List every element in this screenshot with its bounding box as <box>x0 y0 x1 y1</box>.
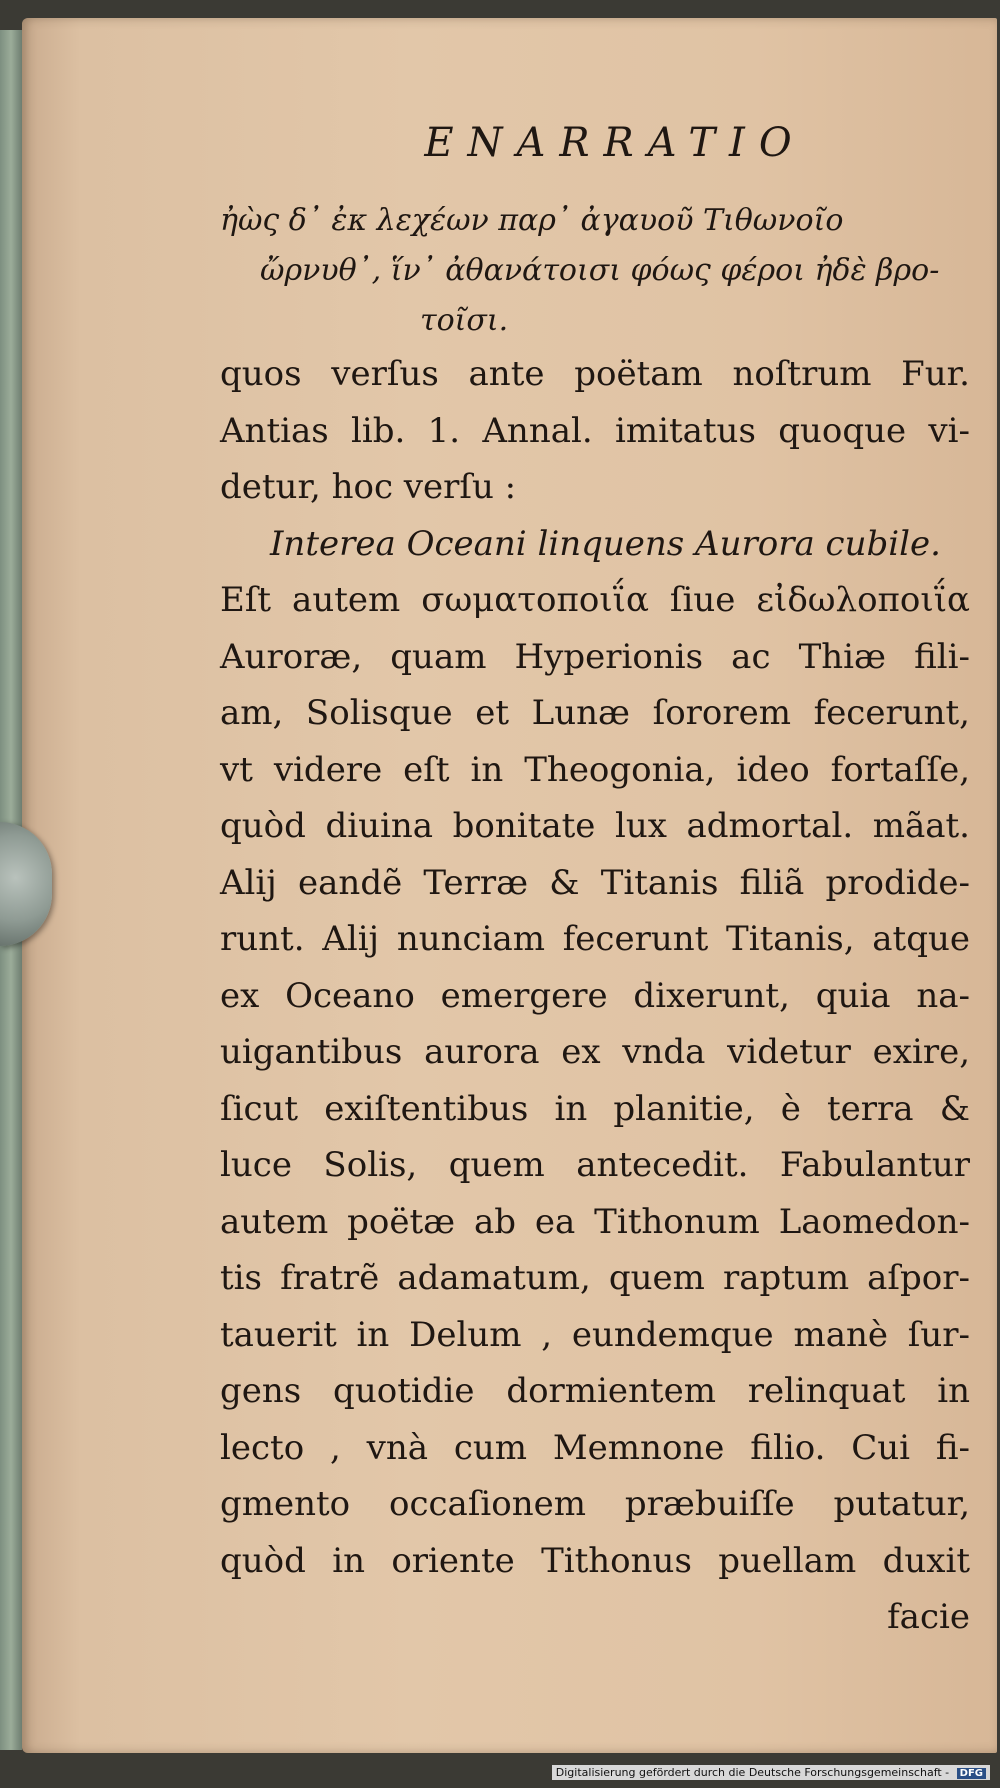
text-line: am, Solisque et Lunæ ſororem fecerunt, <box>220 693 970 733</box>
intro-lines <box>220 346 970 516</box>
credit-text: Digitalisierung gefördert durch die Deutsche Forschungsgemeinschaft - <box>555 1766 950 1779</box>
digitization-credit <box>552 1765 990 1780</box>
text-line: autem poëtæ ab ea Tithonum Laomedon- <box>220 1201 970 1242</box>
text-line: tauerit in Delum , eundemque manè ſur- <box>220 1314 970 1355</box>
page-text <box>220 120 970 1645</box>
text-line: gens quotidie dormientem relinquat in <box>220 1371 970 1411</box>
text-line: Auroræ, quam Hyperionis ac Thiæ fili- <box>220 636 970 677</box>
text-line: quòd diuina bonitate lux admortal. mãat. <box>220 806 970 846</box>
text-line: lecto , vnà cum Memnone filio. Cui fi- <box>220 1427 970 1468</box>
greek-line-2: ὤρνυθ᾽, ἵν᾽ ἀθανάτοισι φόως φέροι ἠδὲ βρο- <box>260 253 940 288</box>
text-line: vt videre eſt in Theogonia, ideo fortaſſe, <box>220 749 970 790</box>
text-line: luce Solis, quem antecedit. Fabulantur <box>220 1145 970 1185</box>
text-line: runt. Alij nunciam fecerunt Titanis, atque <box>220 919 970 959</box>
running-header: ENARRATIO <box>424 120 806 166</box>
text-line: uigantibus aurora ex vnda videtur exire, <box>220 1032 970 1072</box>
dfg-logo: DFG <box>957 1768 986 1779</box>
catchword: facie <box>887 1597 970 1637</box>
main-paragraph <box>220 572 970 1589</box>
text-line: Alij eandẽ Terræ & Titanis filiã prodide- <box>220 862 970 903</box>
text-line: quòd in oriente Tithonus puellam duxit <box>220 1540 970 1581</box>
text-line: quos verſus ante poëtam noſtrum Fur. <box>220 354 970 394</box>
text-line: Antias lib. 1. Annal. imitatus quoque vi- <box>220 410 970 451</box>
text-line: detur, hoc verſu : <box>220 467 517 507</box>
greek-line-1: ἠὼς δ᾽ ἐκ λεχέων παρ᾽ ἀγαυοῦ Τιθωνοῖο <box>220 203 844 238</box>
text-line: ex Oceano emergere dixerunt, quia na- <box>220 975 970 1016</box>
quoted-verse: Interea Oceani linquens Aurora cubile. <box>270 523 941 564</box>
text-line: tis fratrẽ adamatum, quem raptum aſpor- <box>220 1258 970 1298</box>
text-line: Eſt autem σωματοποιΐα ſiue εἰδωλοποιΐα <box>220 580 970 620</box>
text-line: ſicut exiſtentibus in planitie, è terra & <box>220 1088 970 1129</box>
greek-verse <box>220 196 970 346</box>
text-line: gmento occaſionem præbuiſſe putatur, <box>220 1484 970 1524</box>
greek-line-3: τοῖσι. <box>420 303 509 338</box>
